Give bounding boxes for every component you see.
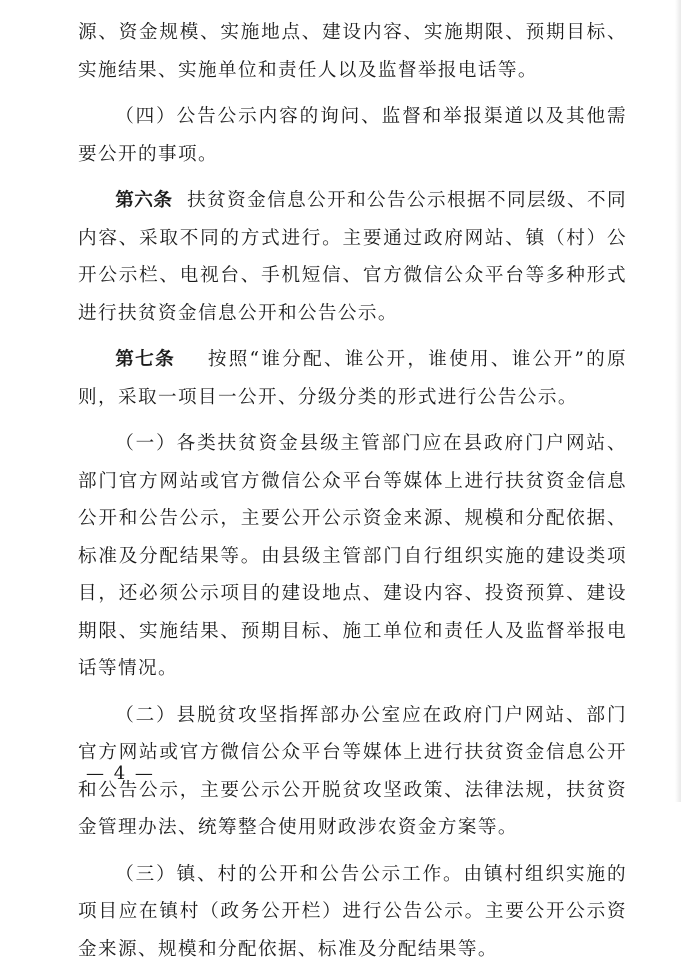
- paragraph-2: [78, 98, 627, 173]
- paragraph-text: 按照“谁分配、谁公开，谁使用、谁公开”的原则，采取一项目一公开、分级分类的形式进行公告公示。: [78, 349, 627, 408]
- page-number: — 4 —: [86, 763, 155, 784]
- paragraph-7: [78, 856, 627, 968]
- page-edge-shadow: [675, 0, 681, 802]
- article-heading: 第六条: [115, 190, 172, 211]
- paragraph-text: 源、资金规模、实施地点、建设内容、实施期限、预期目标、实施结果、实施单位和责任人以及监督举报电话等。: [78, 22, 627, 81]
- paragraph-text: （四）公告公示内容的询问、监督和举报渠道以及其他需要公开的事项。: [78, 106, 627, 165]
- article-7: [78, 341, 627, 416]
- paragraph-5: [78, 425, 627, 688]
- paragraph-text: （一）各类扶贫资金县级主管部门应在县政府门户网站、部门官方网站或官方微信公众平台等媒体上进行扶贫资金信息公开和公告公示，主要公开公示资金来源、规模和分配依据、标准及分配结果等。由县级主管部门自行组织实施的建设类项目，还必须公示项目的建设地点、建设内容、投资预算、建设期限、实施结果、预期目标、施工单位和责任人及监督举报电话等情况。: [78, 433, 627, 679]
- paragraph-1: [78, 14, 627, 89]
- paragraph-text: （三）镇、村的公开和公告公示工作。由镇村组织实施的项目应在镇村（政务公开栏）进行公告公示。主要公开公示资金来源、规模和分配依据、标准及分配结果等。: [78, 864, 627, 960]
- article-6: [78, 182, 627, 332]
- paragraph-6: [78, 697, 627, 847]
- article-heading: 第七条: [115, 349, 175, 370]
- paragraph-text: （二）县脱贫攻坚指挥部办公室应在政府门户网站、部门官方网站或官方微信公众平台等媒体上进行扶贫资金信息公开和公告公示，主要公示公开脱贫攻坚政策、法律法规，扶贫资金管理办法、统筹整合使用财政涉农资金方案等。: [78, 705, 627, 839]
- paragraph-text: 扶贫资金信息公开和公告公示根据不同层级、不同内容、采取不同的方式进行。主要通过政府网站、镇（村）公开公示栏、电视台、手机短信、官方微信公众平台等多种形式进行扶贫资金信息公开和公告公示。: [78, 190, 627, 324]
